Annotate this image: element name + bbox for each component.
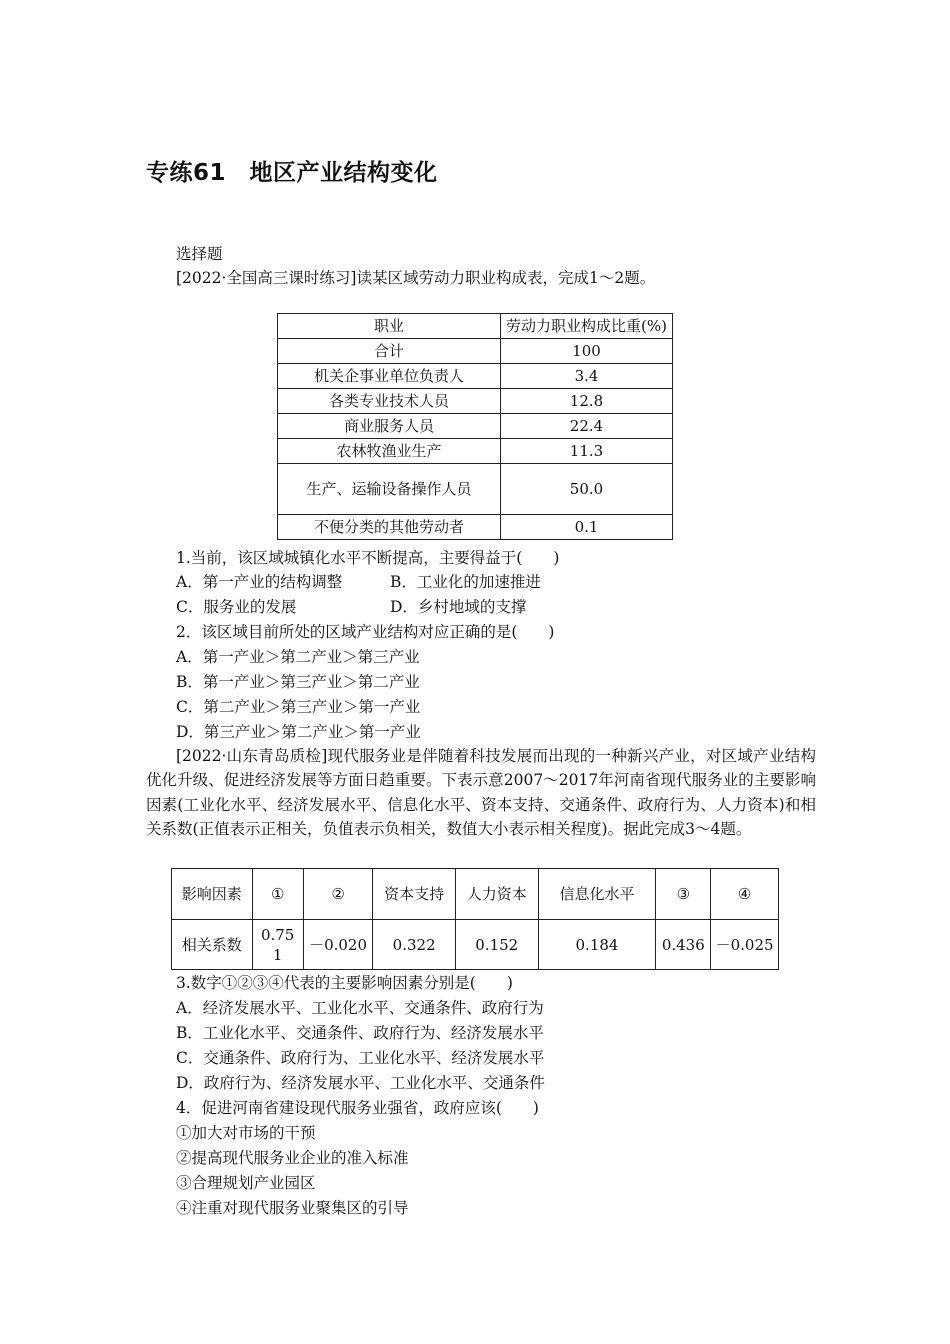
table-header: ②: [303, 869, 373, 920]
table-row: [278, 364, 673, 389]
table-cell: 生产、运输设备操作人员: [278, 464, 501, 515]
table-header: 职业: [278, 314, 501, 339]
question-3-option-b: B．工业化水平、交通条件、政府行为、经济发展水平: [176, 1024, 544, 1042]
page-title: 专练61 地区产业结构变化: [146, 160, 438, 186]
table-cell: 相关系数: [172, 920, 253, 970]
table-cell: 0.322: [373, 920, 456, 970]
table-cell: 不便分类的其他劳动者: [278, 515, 501, 540]
question-2-option-c: C．第二产业＞第三产业＞第一产业: [176, 698, 421, 716]
table-header: 劳动力职业构成比重(%): [501, 314, 673, 339]
table-row: [172, 920, 779, 970]
table-cell: 机关企事业单位负责人: [278, 364, 501, 389]
table-header: ③: [656, 869, 711, 920]
question-2-option-b: B．第一产业＞第三产业＞第二产业: [176, 673, 420, 691]
table-header: ④: [711, 869, 779, 920]
table-cell: 3.4: [501, 364, 673, 389]
question-2-option-d: D．第三产业＞第二产业＞第一产业: [176, 723, 421, 741]
table-row: [278, 439, 673, 464]
table-cell: 12.8: [501, 389, 673, 414]
question-1-option-c: C．服务业的发展: [176, 598, 297, 616]
question-1-stem: 1.当前，该区域城镇化水平不断提高，主要得益于( ): [176, 549, 560, 567]
table-row: [278, 389, 673, 414]
table-cell: 22.4: [501, 414, 673, 439]
table-cell: 合计: [278, 339, 501, 364]
question-3-option-d: D．政府行为、经济发展水平、工业化水平、交通条件: [176, 1074, 545, 1092]
table-row: [172, 869, 779, 920]
table-cell: 商业服务人员: [278, 414, 501, 439]
table-header: 影响因素: [172, 869, 253, 920]
table-cell: 11.3: [501, 439, 673, 464]
table-row: [278, 464, 673, 515]
intro-q3-4: [2022·山东青岛质检]现代服务业是伴随着科技发展而出现的一种新兴产业，对区域产业结构优化升级、促进经济发展等方面日趋重要。下表示意2007～2017年河南省现代服务业的主要影响因素(工业化水平、经济发展水平、信息化水平、资本支持、交通条件、政府行为、人力资本)和相关系数(正值表示正相关，负值表示负相关，数值大小表示相关程度)。据此完成3～4题。: [146, 747, 816, 839]
table-header: 人力资本: [455, 869, 538, 920]
table-cell: 0.1: [501, 515, 673, 540]
question-3-option-c: C．交通条件、政府行为、工业化水平、经济发展水平: [176, 1049, 545, 1067]
table-header: 资本支持: [373, 869, 456, 920]
question-1-option-d: D．乡村地域的支撑: [390, 598, 527, 616]
table-cell: －0.025: [711, 920, 779, 970]
table-cell: －0.020: [303, 920, 373, 970]
table-cell: 各类专业技术人员: [278, 389, 501, 414]
table-cell: 农林牧渔业生产: [278, 439, 501, 464]
question-1-option-a: A．第一产业的结构调整: [176, 573, 343, 591]
table-header: ①: [252, 869, 303, 920]
question-4-item: ②提高现代服务业企业的准入标准: [176, 1149, 409, 1167]
table-cell: 0.751: [252, 920, 303, 970]
table-cell: 50.0: [501, 464, 673, 515]
table-cell: 100: [501, 339, 673, 364]
question-4-stem: 4．促进河南省建设现代服务业强省，政府应该( ): [176, 1099, 539, 1117]
table-row: [278, 339, 673, 364]
question-4-item: ④注重对现代服务业聚集区的引导: [176, 1199, 409, 1217]
question-3-stem: 3.数字①②③④代表的主要影响因素分别是( ): [176, 974, 513, 992]
table-row: [278, 414, 673, 439]
factor-correlation-table: [171, 868, 779, 970]
occupation-table: [277, 313, 673, 540]
intro-q1-2: [2022·全国高三课时练习]读某区域劳动力职业构成表，完成1～2题。: [176, 269, 656, 287]
question-4-item: ①加大对市场的干预: [176, 1124, 316, 1142]
question-3-option-a: A．经济发展水平、工业化水平、交通条件、政府行为: [176, 999, 544, 1017]
question-2-stem: 2．该区域目前所处的区域产业结构对应正确的是( ): [176, 623, 555, 641]
table-cell: 0.436: [656, 920, 711, 970]
table-cell: 0.152: [455, 920, 538, 970]
table-row: [278, 515, 673, 540]
question-1-option-b: B．工业化的加速推进: [390, 573, 541, 591]
table-header: 信息化水平: [538, 869, 656, 920]
table-row: [278, 314, 673, 339]
section-label: 选择题: [176, 245, 223, 263]
question-2-option-a: A．第一产业＞第二产业＞第三产业: [176, 648, 420, 666]
question-4-item: ③合理规划产业园区: [176, 1174, 316, 1192]
table-cell: 0.184: [538, 920, 656, 970]
